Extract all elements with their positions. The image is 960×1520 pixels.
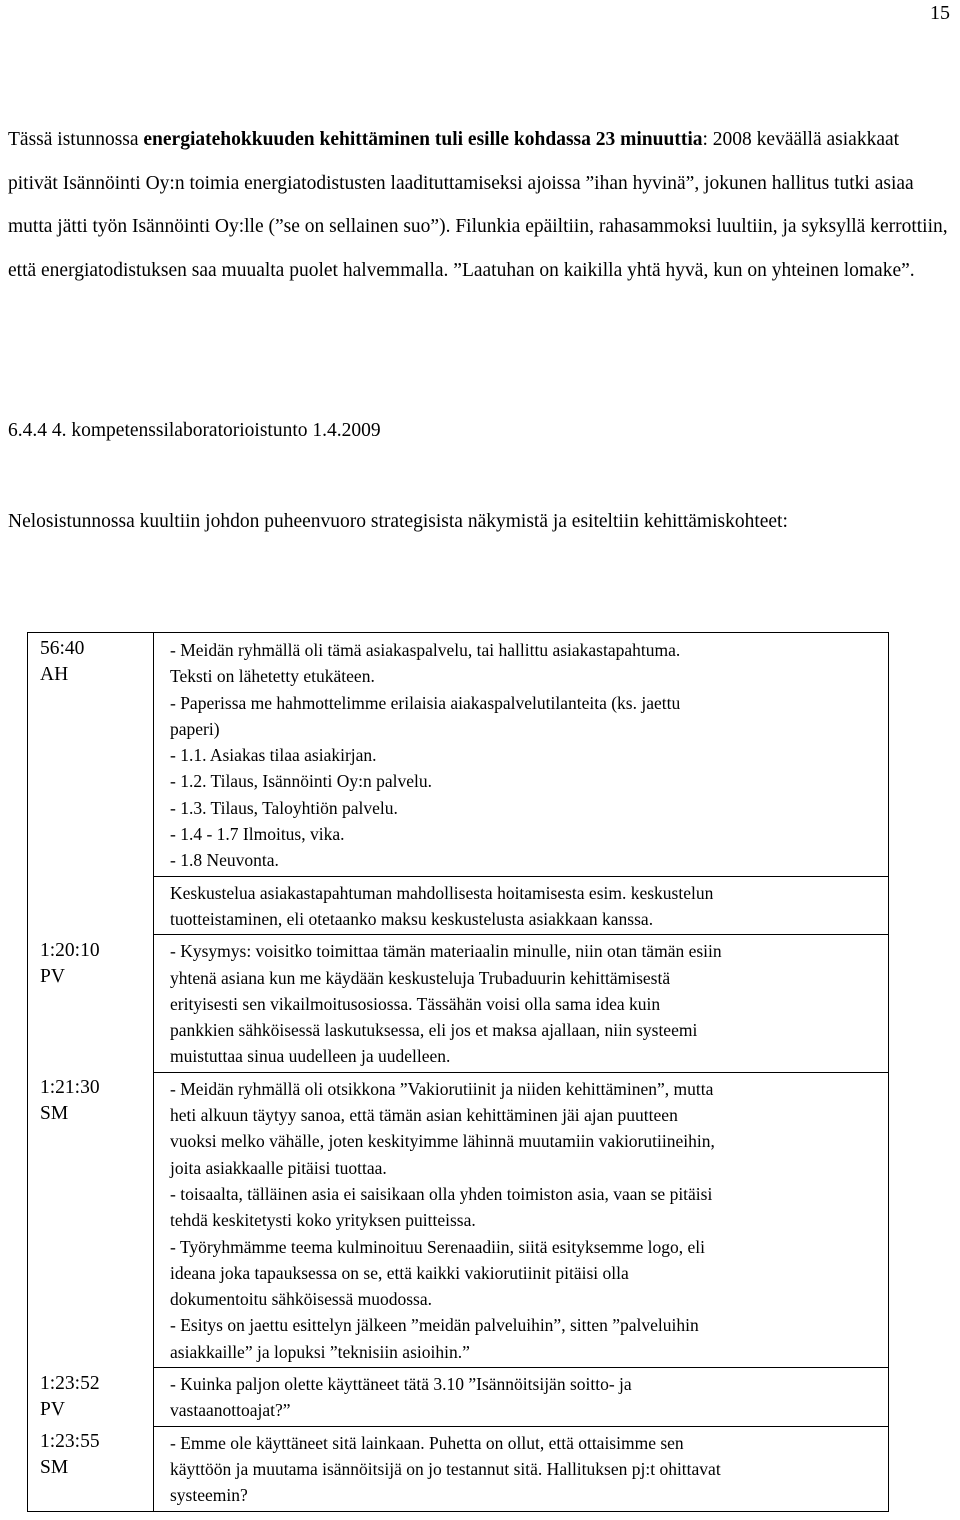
timestamp: 56:40 — [40, 638, 85, 659]
intro-bold: energiatehokkuuden kehittäminen tuli esille kohdassa 23 minuuttia — [143, 129, 703, 150]
transcript-line: heti alkuun täytyy sanoa, että tämän asian kehittäminen jäi ajan puutteen — [170, 1105, 678, 1126]
transcript-line: vuoksi melko vähälle, joten keskityimme lähinnä muutamiin vakiorutiineihin, — [170, 1131, 715, 1152]
transcript-line: asiakkaille” ja lopuksi ”teknisiin asioihin.” — [170, 1341, 470, 1362]
transcript-line: erityisesti sen vikailmoitusosiossa. Tässähän voisi olla sama idea kuin — [170, 993, 661, 1014]
intro-paragraph — [8, 118, 948, 292]
timestamp: 1:23:55 — [40, 1431, 100, 1453]
transcript-line: Keskustelua asiakastapahtuman mahdollisesta hoitamisesta esim. keskustelun — [170, 882, 714, 903]
transcript-line: - Esitys on jaettu esittelyn jälkeen ”meidän palveluihin”, sitten ”palveluihin — [170, 1315, 699, 1336]
speaker-cell — [28, 935, 154, 1072]
speaker: PV — [40, 1398, 65, 1420]
speaker-cell — [28, 1368, 154, 1427]
transcript-line: - 1.3. Tilaus, Taloyhtiön palvelu. — [170, 797, 398, 818]
transcript-row — [28, 633, 889, 877]
transcript-text-cell — [154, 1426, 889, 1511]
transcript-line: - Kuinka paljon olette käyttäneet tätä 3.10 ”Isännöitsijän soitto- ja — [170, 1374, 632, 1395]
transcript-line: dokumentoitu sähköisessä muodossa. — [170, 1289, 432, 1310]
transcript-row — [28, 1368, 889, 1427]
transcript-line: systeemin? — [170, 1485, 248, 1506]
intro-rest: : 2008 keväällä asiakkaat pitivät Isännöinti Oy:n toimia energiatodistusten laadituttamiseksi ajoissa ”ihan hyvinä”, jokunen hallitus tutki asiaa mutta jätti työn Isännöinti Oy:lle (”se on sellainen suo”). Filunkia epäiltiin, rahasammoksi luultiin, ja syksyllä kerrottiin, että energiatodistuksen saa muualta puolet halvemmalla. ”Laatuhan on kaikilla yhtä hyvä, kun on yhteinen lomake”. — [8, 129, 948, 281]
transcript-line: ideana joka tapauksessa on se, että kaikki vakiorutiinit pitäisi olla — [170, 1262, 629, 1283]
transcript-line: paperi) — [170, 718, 220, 739]
transcript-text-cell — [154, 1072, 889, 1367]
transcript-text-cell — [154, 633, 889, 877]
transcript-line: pankkien sähköisessä laskutuksessa, eli jos et maksa ajallaan, niin systeemi — [170, 1020, 698, 1041]
transcript-row — [28, 1426, 889, 1511]
speaker-cell — [28, 1072, 154, 1367]
speaker: AH — [40, 664, 69, 685]
transcript-row — [28, 1072, 889, 1367]
transcript-line: joita asiakkaalle pitäisi tuottaa. — [170, 1157, 387, 1178]
transcript-text-cell — [154, 1368, 889, 1427]
nelos-paragraph: Nelosistunnossa kuultiin johdon puheenvuoro strategisista näkymistä ja esiteltiin kehittämiskohteet: — [8, 511, 788, 532]
transcript-line: - Kysymys: voisitko toimittaa tämän materiaalin minulle, niin otan tämän esiin — [170, 941, 722, 962]
transcript-line: - Meidän ryhmällä oli otsikkona ”Vakiorutiinit ja niiden kehittäminen”, mutta — [170, 1078, 714, 1099]
speaker: SM — [40, 1103, 69, 1125]
transcript-line: tehdä keskitetysti koko yrityksen puitteissa. — [170, 1210, 476, 1231]
timestamp: 1:21:30 — [40, 1077, 100, 1099]
timestamp: 1:23:52 — [40, 1372, 100, 1394]
intro-lead: Tässä istunnossa — [8, 129, 144, 150]
transcript-line: - Työryhmämme teema kulminoituu Serenaadiin, siitä esityksemme logo, eli — [170, 1236, 706, 1257]
transcript-line: tuotteistaminen, eli otetaanko maksu keskustelusta asiakkaan kanssa. — [170, 908, 654, 929]
transcript-table — [27, 632, 889, 1512]
timestamp: 1:20:10 — [40, 939, 100, 961]
speaker-cell — [28, 876, 154, 935]
transcript-text-cell — [154, 876, 889, 935]
transcript-line: - 1.4 - 1.7 Ilmoitus, vika. — [170, 824, 345, 845]
transcript-line: muistuttaa sinua uudelleen ja uudelleen. — [170, 1046, 451, 1067]
transcript-line: - 1.1. Asiakas tilaa asiakirjan. — [170, 745, 377, 766]
transcript-line: vastaanottoajat?” — [170, 1400, 291, 1421]
transcript-line: - 1.2. Tilaus, Isännöinti Oy:n palvelu. — [170, 771, 433, 792]
transcript-line: - 1.8 Neuvonta. — [170, 850, 279, 871]
transcript-line: Teksti on lähetetty etukäteen. — [170, 666, 375, 687]
transcript-line: käyttöön ja muutama isännöitsijä on jo testannut sitä. Hallituksen pj:t ohittavat — [170, 1458, 721, 1479]
transcript-row — [28, 935, 889, 1072]
transcript-line: - toisaalta, tälläinen asia ei saisikaan olla yhden toimiston asia, vaan se pitäisi — [170, 1183, 713, 1204]
page-number: 15 — [930, 2, 950, 24]
transcript-line: yhtenä asiana kun me käydään keskusteluja Trubaduurin kehittämisestä — [170, 967, 671, 988]
speaker-cell — [28, 1426, 154, 1511]
transcript-text-cell — [154, 935, 889, 1072]
speaker-cell — [28, 633, 154, 877]
transcript-line: - Paperissa me hahmottelimme erilaisia aiakaspalvelutilanteita (ks. jaettu — [170, 692, 681, 713]
speaker: SM — [40, 1457, 69, 1479]
transcript-line: - Meidän ryhmällä oli tämä asiakaspalvelu, tai hallittu asiakastapahtuma. — [170, 640, 681, 660]
section-heading: 6.4.4 4. kompetenssilaboratorioistunto 1.4.2009 — [8, 420, 381, 441]
transcript-line: - Emme ole käyttäneet sitä lainkaan. Puhetta on ollut, että ottaisimme sen — [170, 1432, 684, 1453]
speaker: PV — [40, 965, 65, 987]
transcript-row — [28, 876, 889, 935]
